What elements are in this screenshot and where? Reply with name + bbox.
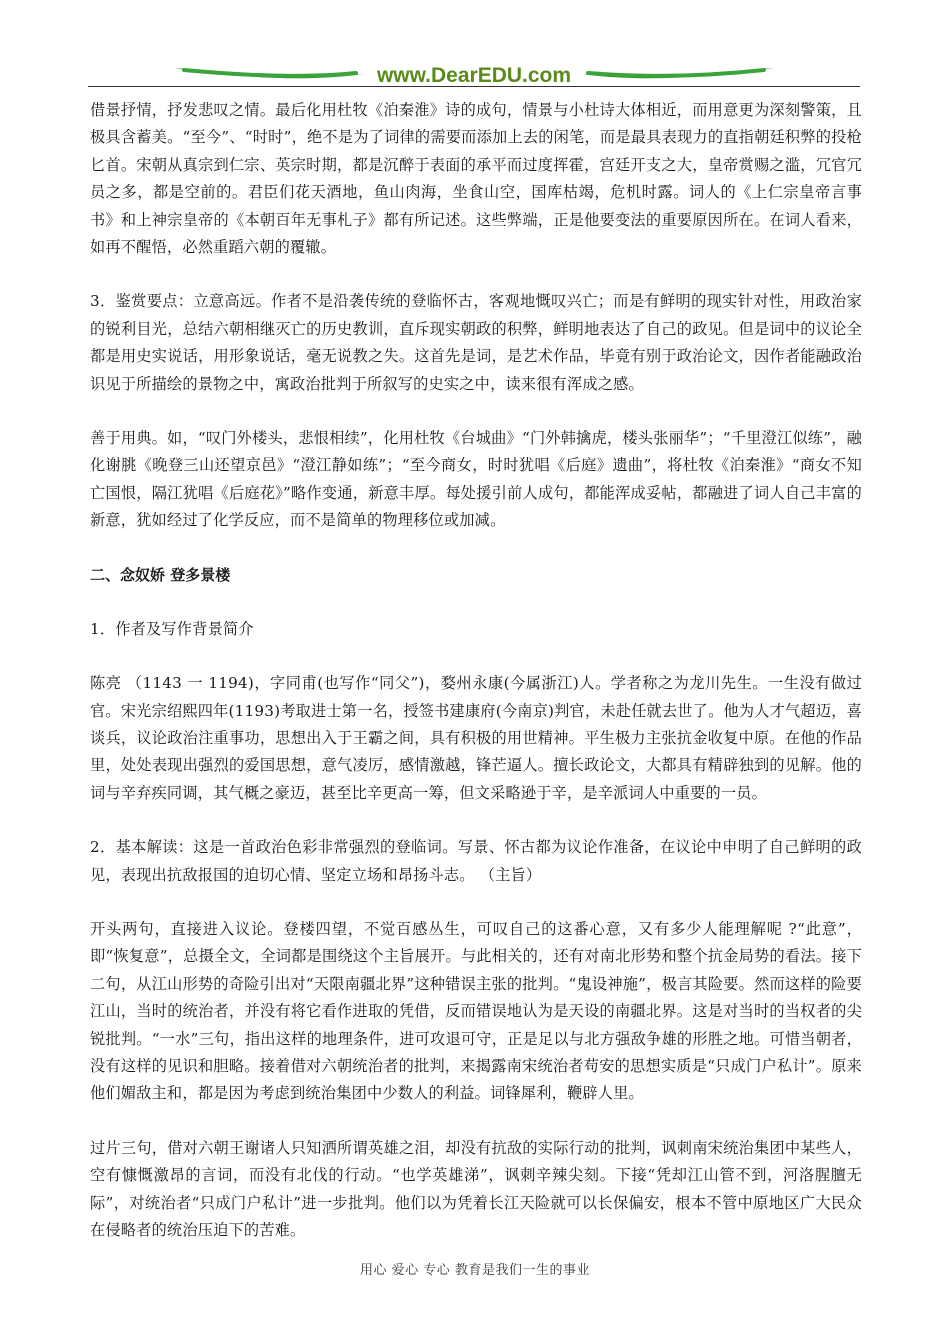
sub-heading: 1．作者及写作背景简介 — [90, 619, 254, 638]
paragraph-1: 借景抒情，抒发悲叹之情。最后化用杜牧《泊秦淮》诗的成句，情景与小杜诗大体相近，而用意更为深刻警策，且极具含蓄美。“至今”、“时时”，绝不是为了词律的需要而添加上去的闲笔，而是最具表现力的直指朝廷积弊的投枪匕首。宋朝从真宗到仁宗、英宗时期，都是沉醉于表面的承平而过度挥霍，宫廷开支之大，皇帝赏赐之滥，冗官冗员之多，都是空前的。君臣们花天酒地，鱼山肉海，坐食山空，国库枯竭，危机时露。词人的《上仁宗皇帝言事书》和上神宗皇帝的《本朝百年无事札子》都有所记述。这些弊端，正是他要变法的重要原因所在。在词人看来，如再不醒悟，必然重蹈六朝的覆辙。 — [90, 101, 862, 257]
logo-text: www.DearEDU.com — [376, 64, 572, 87]
paragraph-6: 开头两句，直接进入议论。登楼四望，不觉百感丛生，可叹自己的这番心意，又有多少人能理解呢 ?“此意”，即“恢复意”，总摄全文，全词都是围绕这个主旨展开。与此相关的，还有对南北形势和整个抗金局势的看法。接下二句，从江山形势的奇险引出对“天限南疆北界”这种错误主张的批判。“鬼设神施”，极言其险要。然而这样的险要江山，当时的统治者，并没有将它看作进取的凭借，反而错误地认为是天设的南疆北界。这是对当时的当权者的尖锐批判。“一水”三句，指出这样的地理条件，进可攻退可守，正是足以与北方强敌争雄的形胜之地。可惜当朝者，没有这样的见识和胆略。接着借对六朝统治者的批判，来揭露南宋统治者苟安的思想实质是“只成门户私计”。原来他们媚敌主和，都是因为考虑到统治集团中少数人的利益。词锋犀利，鞭辟人里。 — [90, 919, 862, 1103]
paragraph-5: 2．基本解读：这是一首政治色彩非常强烈的登临词。写景、怀古都为议论作准备，在议论中申明了自己鲜明的政见，表现出抗敌报国的迫切心情、坚定立场和昂扬斗志。 （主旨） — [90, 838, 862, 884]
header-divider — [88, 86, 860, 87]
left-swoosh-shape-2 — [184, 70, 356, 76]
paragraph-7: 过片三句，借对六朝王谢诸人只知洒所谓英雄之泪，却没有抗敌的实际行动的批判，讽刺南宋统治集团中某些人，空有慷慨激昂的言词，而没有北伐的行动。“也学英雄涕”，讽刺辛辣尖刻。下接“凭却江山管不到，河洛腥膻无际”，对统治者“只成门户私计”进一步批判。他们以为凭着长江天险就可以长保偏安，根本不管中原地区广大民众在侵略者的统治压迫下的苦难。 — [90, 1138, 862, 1239]
document-body — [90, 97, 862, 1271]
paragraph-4: 陈亮 （1143 一 1194)，字同甫(也写作“同父”)，婺州永康(今属浙江)人。学者称之为龙川先生。一生没有做过官。宋光宗绍熙四年(1193)考取进士第一名，授签书建康府(今南京)判官，未赴任就去世了。他为人才气超迈，喜谈兵，议论政治注重事功，思想出入于王霸之间，具有积极的用世精神。平生极力主张抗金收复中原。在他的作品里，处处表现出强烈的爱国思想，意气凌厉，感情激越，锋芒逼人。擅长政论文，大都具有精辟独到的见解。他的词与辛弃疾同调，其气概之豪迈，甚至比辛更高一筹，但文采略逊于辛，是辛派词人中重要的一员。 — [90, 674, 862, 802]
paragraph-2: 3．鉴赏要点：立意高远。作者不是沿袭传统的登临怀古，客观地慨叹兴亡；而是有鲜明的现实针对性，用政治家的锐利目光，总结六朝相继灭亡的历史教训，直斥现实朝政的积弊，鲜明地表达了自己的政见。但是词中的议论全都是用史实说话，用形象说话，毫无说教之失。这首先是词，是艺术作品，毕竟有别于政治论文，因作者能融政治识见于所描绘的景物之中，寓政治批判于所叙写的史实之中，读来很有浑成之感。 — [90, 292, 862, 393]
paragraph-3: 善于用典。如，“叹门外楼头，悲恨相续”，化用杜牧《台城曲》“门外韩擒虎，楼头张丽华”；“千里澄江似练”，融化谢朓《晚登三山还望京邑》“澄江静如练”；“至今商女，时时犹唱《后庭》遗曲”，将杜牧《泊秦淮》“商女不知亡国恨，隔江犹唱《后庭花》”略作变通，新意丰厚。每处援引前人成句，都能浑成妥帖，都融进了词人自己丰富的新意，犹如经过了化学反应，而不是简单的物理移位或加减。 — [90, 429, 862, 530]
right-swoosh-shape-2 — [588, 70, 764, 76]
section-heading: 二、念奴娇 登多景楼 — [90, 565, 231, 584]
page-footer: 用心 爱心 专心 教育是我们一生的事业 — [360, 1263, 590, 1278]
